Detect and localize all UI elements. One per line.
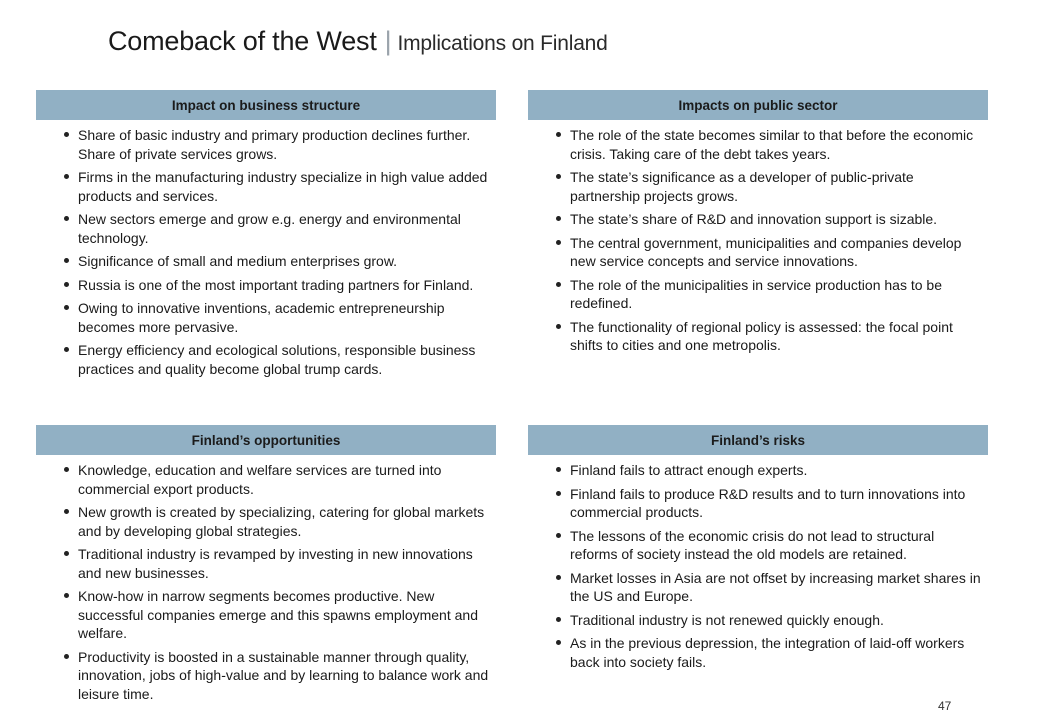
bullet-item: The lessons of the economic crisis do not lead to structural reforms of society instead the old models are retained.: [556, 527, 988, 564]
bullet-item: Knowledge, education and welfare services are turned into commercial export products.: [64, 461, 496, 498]
bullet-item: Owing to innovative inventions, academic entrepreneurship becomes more pervasive.: [64, 299, 496, 336]
bullet-list: [36, 455, 496, 703]
panel-header: Finland’s risks: [528, 425, 988, 455]
title-main: Comeback of the West: [108, 26, 377, 56]
bullet-item: Know-how in narrow segments becomes productive. New successful companies emerge and this spawns employment and welfare.: [64, 587, 496, 643]
title-separator: |: [384, 26, 392, 56]
bullet-item: New sectors emerge and grow e.g. energy and environmental technology.: [64, 210, 496, 247]
panel-opportunities: [36, 425, 496, 708]
page-number: 47: [938, 699, 952, 713]
panel-header: Finland’s opportunities: [36, 425, 496, 455]
bullet-item: Finland fails to produce R&D results and to turn innovations into commercial products.: [556, 485, 988, 522]
title-subtitle: Implications on Finland: [397, 32, 608, 55]
panel-header: Impact on business structure: [36, 90, 496, 120]
bullet-item: The state’s share of R&D and innovation support is sizable.: [556, 210, 988, 229]
bullet-item: The role of the municipalities in service production has to be redefined.: [556, 276, 988, 313]
bullet-item: The state’s significance as a developer of public-private partnership projects grows.: [556, 168, 988, 205]
bullet-item: The central government, municipalities and companies develop new service concepts and service innovations.: [556, 234, 988, 271]
bullet-item: The functionality of regional policy is assessed: the focal point shifts to cities and one metropolis.: [556, 318, 988, 355]
panel-business-structure: [36, 90, 496, 383]
bullet-list: [36, 120, 496, 378]
bullet-item: As in the previous depression, the integration of laid-off workers back into society fails.: [556, 634, 988, 671]
panel-public-sector: [528, 90, 988, 360]
bullet-item: Energy efficiency and ecological solutions, responsible business practices and quality become global trump cards.: [64, 341, 496, 378]
bullet-item: Traditional industry is not renewed quickly enough.: [556, 611, 988, 630]
panel-header: Impacts on public sector: [528, 90, 988, 120]
bullet-item: Firms in the manufacturing industry specialize in high value added products and services.: [64, 168, 496, 205]
bullet-item: Market losses in Asia are not offset by increasing market shares in the US and Europe.: [556, 569, 988, 606]
bullet-item: Finland fails to attract enough experts.: [556, 461, 988, 480]
slide-title: [108, 26, 608, 57]
bullet-item: Traditional industry is revamped by investing in new innovations and new businesses.: [64, 545, 496, 582]
bullet-item: The role of the state becomes similar to that before the economic crisis. Taking care of the debt takes years.: [556, 126, 988, 163]
bullet-list: [528, 455, 988, 671]
bullet-list: [528, 120, 988, 355]
panel-risks: [528, 425, 988, 676]
bullet-item: Productivity is boosted in a sustainable manner through quality, innovation, jobs of high-value and by learning to balance work and leisure time.: [64, 648, 496, 704]
bullet-item: Russia is one of the most important trading partners for Finland.: [64, 276, 496, 295]
bullet-item: Share of basic industry and primary production declines further. Share of private services grows.: [64, 126, 496, 163]
bullet-item: New growth is created by specializing, catering for global markets and by developing global strategies.: [64, 503, 496, 540]
bullet-item: Significance of small and medium enterprises grow.: [64, 252, 496, 271]
